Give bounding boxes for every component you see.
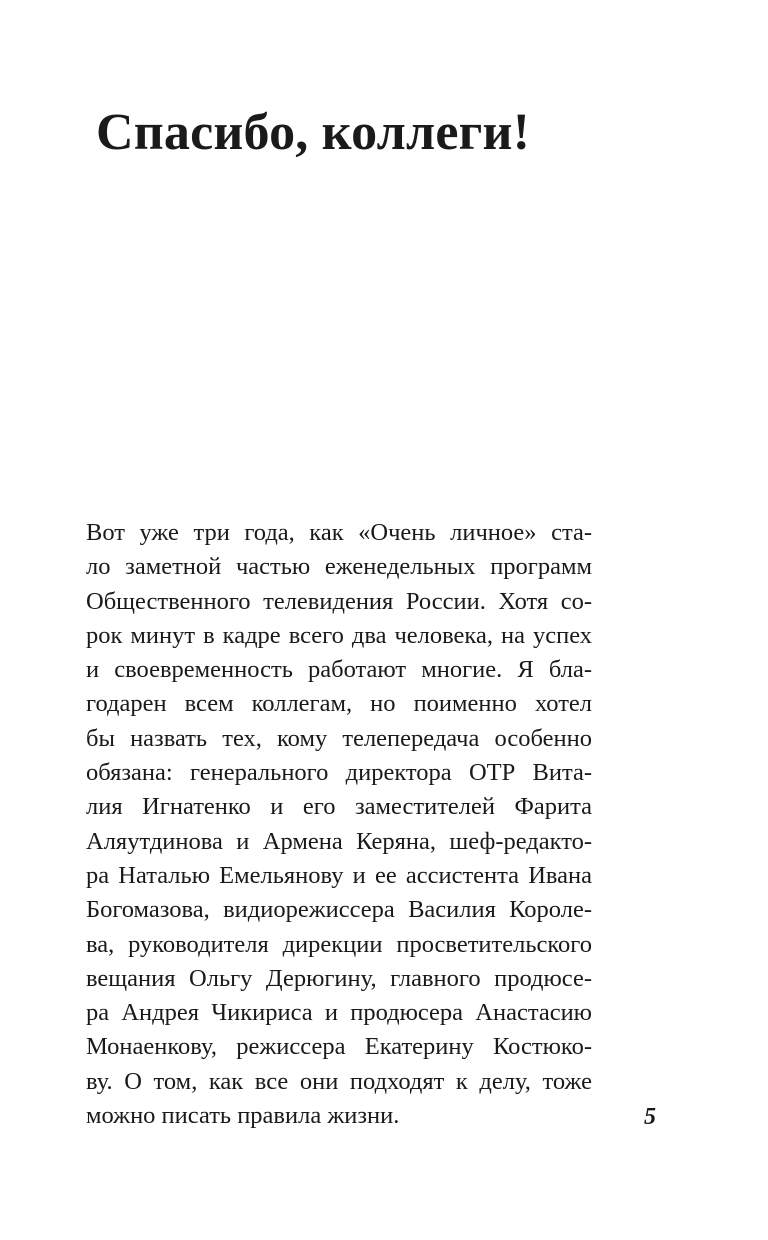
text-line: вещания Ольгу Дерюгину, главного продюсе-	[86, 964, 592, 992]
text-line: Богомазова, видиорежиссера Василия Короле-	[86, 896, 592, 924]
text-line: можно писать правила жизни.	[86, 1102, 400, 1130]
text-line: ло заметной частью еженедельных программ	[86, 553, 592, 581]
text-line: лия Игнатенко и его заместителей Фарита	[86, 793, 592, 821]
text-line: рок минут в кадре всего два человека, на успех	[86, 621, 592, 649]
text-line: Аляутдинова и Армена Керяна, шеф-редакто-	[86, 827, 592, 855]
text-line: ра Наталью Емельянову и ее ассистента Ивана	[86, 861, 592, 889]
text-line: Вот уже три года, как «Очень личное» ста-	[86, 519, 592, 546]
text-line: годарен всем коллегам, но поименно хотел	[86, 690, 592, 718]
text-line: Монаенкову, режиссера Екатерину Костюко-	[86, 1033, 592, 1061]
page-title: Спасибо, коллеги!	[96, 104, 531, 161]
text-line: ву. О том, как все они подходят к делу, тоже	[86, 1067, 592, 1095]
text-line: и своевременность работают многие. Я бла-	[86, 656, 592, 684]
page-number: 5	[644, 1104, 656, 1130]
body-paragraph	[86, 516, 592, 1133]
text-line: Общественного телевидения России. Хотя со-	[86, 587, 592, 615]
text-line: обязана: генерального директора ОТР Вита-	[86, 759, 592, 787]
text-line: ва, руководителя дирекции просветительского	[86, 930, 592, 958]
text-line: бы назвать тех, кому телепередача особенно	[86, 724, 592, 752]
text-line: ра Андрея Чикириса и продюсера Анастасию	[86, 999, 592, 1027]
